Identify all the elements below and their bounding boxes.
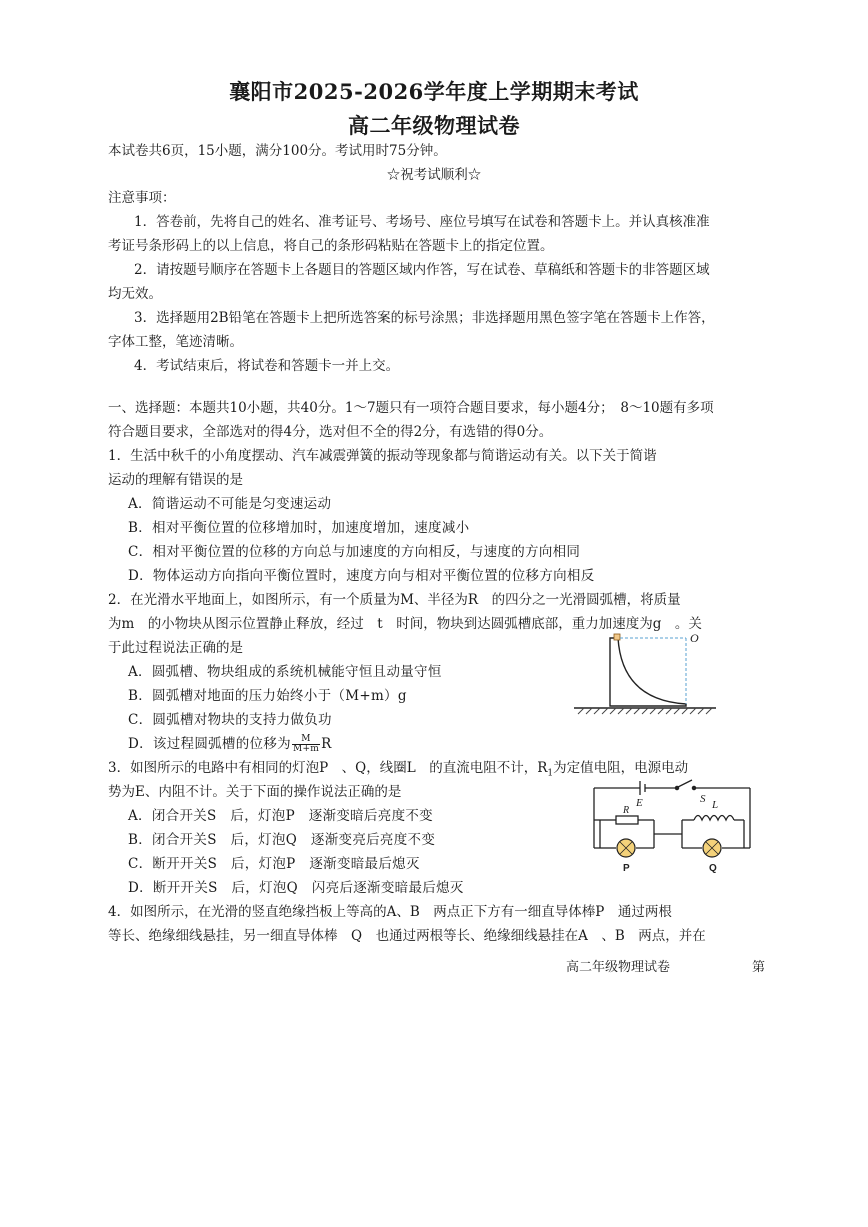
question-1-option-d: D．物体运动方向指向平衡位置时，速度方向与相对平衡位置的位移方向相反 — [128, 568, 595, 584]
question-2-stem: 2．在光滑水平地面上，如图所示，有一个质量为M、半径为R 的四分之一光滑圆弧槽，将质量 — [108, 592, 681, 608]
question-1-option-b: B．相对平衡位置的位移增加时，加速度增加，速度减小 — [128, 520, 470, 536]
note-item: 2．请按题号顺序在答题卡上各题目的答题区域内作答，写在试卷、草稿纸和答题卡的非答题区域 — [134, 262, 710, 278]
question-3-stem-part: 3．如图所示的电路中有相同的灯泡P 、Q，线圈L 的直流电阻不计，R — [108, 760, 548, 776]
mass-ratio-fraction — [292, 735, 320, 754]
section-intro: 符合题目要求，全部选对的得4分，选对但不全的得2分，有选错的得0分。 — [108, 424, 553, 440]
question-2-stem: 于此过程说法正确的是 — [108, 640, 243, 656]
question-1-stem: 1．生活中秋千的小角度摆动、汽车减震弹簧的振动等现象都与简谐运动有关。以下关于简谐 — [108, 448, 657, 464]
question-3-stem-part: 为定值电阻，电源电动 — [553, 760, 689, 776]
question-2-option-d — [128, 734, 332, 754]
note-item: 字体工整，笔迹清晰。 — [108, 334, 243, 350]
figure-label-o: O — [690, 631, 699, 645]
blessing-text: ☆祝考试顺利☆ — [386, 167, 482, 183]
note-item: 1．答卷前，先将自己的姓名、准考证号、考场号、座位号填写在试卷和答题卡上。并认真核准准 — [134, 214, 710, 230]
fraction-denominator: M+m — [292, 744, 320, 754]
note-item: 均无效。 — [108, 286, 162, 302]
question-3-stem: 势为E、内阻不计。关于下面的操作说法正确的是 — [108, 784, 402, 800]
question-3-option-b: B．闭合开关S 后，灯泡Q 逐渐变亮后亮度不变 — [128, 832, 436, 848]
question-2-option-a: A．圆弧槽、物块组成的系统机械能守恒且动量守恒 — [128, 664, 442, 680]
exam-info: 本试卷共6页，15小题，满分100分。考试用时75分钟。 — [108, 143, 447, 159]
lamp-q-label: Q — [709, 863, 717, 874]
note-item: 考证号条形码上的以上信息，将自己的条形码粘贴在答题卡上的指定位置。 — [108, 238, 554, 254]
switch-label: S — [700, 793, 706, 805]
question-2-option-b: B．圆弧槽对地面的压力始终小于（M+m）g — [128, 688, 407, 704]
note-item: 3．选择题用2B铅笔在答题卡上把所选答案的标号涂黑；非选择题用黑色签字笔在答题卡上作答， — [134, 310, 715, 326]
question-3-subscript: 1 — [547, 768, 554, 779]
question-4-stem: 4．如图所示，在光滑的竖直绝缘挡板上等高的A、B 两点正下方有一细直导体棒P 通过两根 — [108, 904, 672, 920]
question-3-option-a: A．闭合开关S 后，灯泡P 逐渐变暗后亮度不变 — [128, 808, 433, 824]
exam-title: 襄阳市2025-2026学年度上学期期末考试 — [229, 79, 639, 104]
note-item: 4．考试结束后，将试卷和答题卡一并上交。 — [134, 358, 400, 374]
resistor-label: R — [623, 805, 630, 816]
footer-page: 第 — [752, 960, 766, 975]
section-intro: 一、选择题：本题共10小题，共40分。1～7题只有一项符合题目要求，每小题4分； 8～10题有多项 — [108, 400, 714, 416]
question-3-option-c: C．断开开关S 后，灯泡P 逐渐变暗最后熄灭 — [128, 856, 420, 872]
coil-label: L — [712, 799, 719, 811]
question-1-stem: 运动的理解有错误的是 — [108, 472, 243, 488]
question-4-stem: 等长、绝缘细线悬挂，另一细直导体棒 Q 也通过两根等长、绝缘细线悬挂在A 、B 两点，并在 — [108, 928, 706, 944]
question-2-option-d-text: D．该过程圆弧槽的位移为 — [128, 736, 291, 752]
lamp-p-label: P — [623, 863, 630, 874]
fraction-tail: R — [321, 736, 332, 752]
question-3-option-d: D．断开开关S 后，灯泡Q 闪亮后逐渐变暗最后熄灭 — [128, 880, 464, 896]
arc-groove-figure — [570, 628, 720, 718]
emf-label: E — [636, 797, 643, 809]
circuit-figure — [588, 776, 758, 878]
fraction-numerator: M — [292, 735, 320, 745]
exam-subtitle: 高二年级物理试卷 — [348, 113, 520, 138]
question-1-option-c: C．相对平衡位置的位移的方向总与加速度的方向相反，与速度的方向相同 — [128, 544, 581, 560]
question-2-option-c: C．圆弧槽对物块的支持力做负功 — [128, 712, 332, 728]
footer-label: 高二年级物理试卷 — [566, 960, 671, 975]
notes-heading: 注意事项： — [108, 190, 176, 206]
question-1-option-a: A．简谐运动不可能是匀变速运动 — [128, 496, 332, 512]
question-2-stem: 为m 的小物块从图示位置静止释放，经过 t 时间，物块到达圆弧槽底部，重力加速度为g 。关 — [108, 616, 702, 632]
